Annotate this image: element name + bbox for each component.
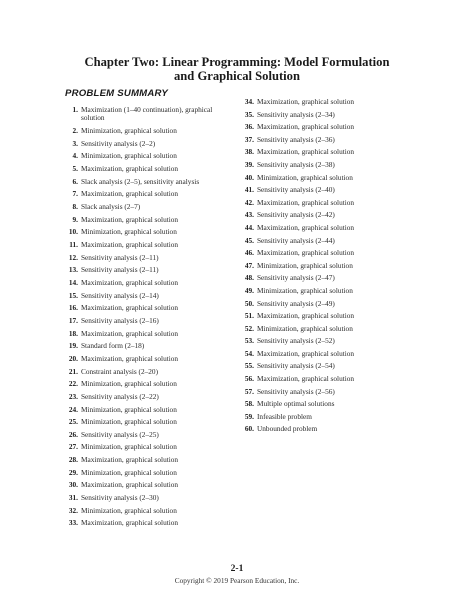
problem-description: Sensitivity analysis (2–34) [257,109,335,119]
problem-number: 55. [244,361,254,371]
section-heading: PROBLEM SUMMARY [65,88,169,99]
problem-item [240,211,420,219]
problem-item [240,161,420,169]
problem-description: Maximization, graphical solution [81,328,179,338]
problem-description: Minimization, graphical solution [81,227,177,237]
problem-number: 30. [68,480,78,490]
problem-description: Sensitivity analysis (2–22) [81,391,159,401]
problem-item [64,418,236,426]
problem-item [64,494,236,502]
problem-description: Maximization, graphical solution [257,311,355,321]
problem-description: Sensitivity analysis (2–54) [257,361,335,371]
problem-description: Sensitivity analysis (2–36) [257,134,335,144]
problem-item [240,287,420,295]
problem-description: Maximization, graphical solution [81,480,179,490]
problem-number: 18. [68,328,78,338]
problem-description: Maximization, graphical solution [81,214,179,224]
problem-number: 57. [244,386,254,396]
problem-number: 6. [72,176,78,186]
problem-item [240,111,420,119]
problem-number: 41. [244,185,254,195]
problem-description: Maximization, graphical solution [81,518,179,528]
problem-item [64,203,236,211]
problem-number: 12. [68,252,78,262]
problem-description: Sensitivity analysis (2–42) [257,210,335,220]
problem-description: Maximization (1–40 continuation), graphical solution [81,105,213,123]
problem-number: 22. [68,379,78,389]
problem-item [64,127,236,135]
problem-description: Maximization, graphical solution [257,97,355,106]
problem-description: Sensitivity analysis (2–14) [81,290,159,300]
problem-number: 14. [68,277,78,287]
problem-number: 1. [72,105,78,114]
problem-description: Maximization, graphical solution [257,147,355,157]
problem-description: Maximization, graphical solution [257,122,355,132]
problem-number: 34. [244,97,254,106]
problem-item [240,199,420,207]
problem-description: Minimization, graphical solution [81,505,177,515]
problem-number: 15. [68,290,78,300]
problem-number: 45. [244,235,254,245]
problem-item [240,400,420,408]
problem-description: Minimization, graphical solution [257,323,353,333]
problem-number: 52. [244,323,254,333]
problem-description: Minimization, graphical solution [257,285,353,295]
problem-item [64,190,236,198]
problem-item [64,266,236,274]
problem-number: 10. [68,227,78,237]
problem-description: Sensitivity analysis (2–49) [257,298,335,308]
problem-item [240,98,420,106]
problem-description: Minimization, graphical solution [81,404,177,414]
problem-item [64,330,236,338]
problem-item [64,165,236,173]
problem-description: Sensitivity analysis (2–11) [81,265,159,275]
problem-item [64,241,236,249]
problem-description: Minimization, graphical solution [81,467,177,477]
problem-number: 27. [68,442,78,452]
problem-number: 39. [244,159,254,169]
problem-item [240,312,420,320]
problem-item [240,274,420,282]
problem-item [240,262,420,270]
problem-item [64,380,236,388]
problem-item [64,456,236,464]
problem-number: 28. [68,455,78,465]
chapter-title-line-1: Chapter Two: Linear Programming: Model Formulation [84,55,390,69]
problem-number: 21. [68,366,78,376]
problem-item [240,237,420,245]
problem-item [240,249,420,257]
problem-number: 46. [244,248,254,258]
problem-number: 43. [244,210,254,220]
problem-item [64,431,236,439]
problem-description: Maximization, graphical solution [257,374,355,384]
problem-number: 13. [68,265,78,275]
problem-item [64,519,236,527]
problem-item [64,481,236,489]
problem-number: 50. [244,298,254,308]
problem-item [240,148,420,156]
problem-item [240,413,420,421]
problem-number: 9. [72,214,78,224]
chapter-title [0,55,474,83]
problem-description: Minimization, graphical solution [81,151,177,161]
problem-item [64,140,236,148]
problem-item [240,375,420,383]
problem-number: 42. [244,197,254,207]
problem-description: Sensitivity analysis (2–30) [81,493,159,503]
chapter-title-line-2: and Graphical Solution [174,69,300,83]
problem-item [240,337,420,345]
problem-number: 54. [244,348,254,358]
problem-item [64,216,236,224]
problem-item [240,174,420,182]
problem-description: Maximization, graphical solution [81,277,179,287]
problem-description: Multiple optimal solutions [257,399,335,409]
problem-item [64,406,236,414]
problem-description: Sensitivity analysis (2–11) [81,252,159,262]
problem-item [64,178,236,186]
problem-item [64,106,236,123]
problem-item [64,355,236,363]
problem-number: 44. [244,222,254,232]
problem-number: 58. [244,399,254,409]
problem-number: 17. [68,315,78,325]
problem-number: 7. [72,189,78,199]
problem-number: 3. [72,138,78,148]
problem-description: Sensitivity analysis (2–38) [257,159,335,169]
problem-number: 31. [68,493,78,503]
problem-description: Sensitivity analysis (2–47) [257,273,335,283]
problem-description: Minimization, graphical solution [257,172,353,182]
problem-number: 35. [244,109,254,119]
problem-item [240,123,420,131]
problem-number: 25. [68,417,78,427]
problem-number: 48. [244,273,254,283]
problem-description: Maximization, graphical solution [257,348,355,358]
problem-number: 19. [68,341,78,351]
problem-number: 29. [68,467,78,477]
problem-item [240,425,420,433]
problem-number: 32. [68,505,78,515]
problem-item [64,279,236,287]
problem-number: 4. [72,151,78,161]
problem-description: Constraint analysis (2–20) [81,366,159,376]
problem-description: Unbounded problem [257,424,318,434]
problem-description: Sensitivity analysis (2–25) [81,429,159,439]
problem-description: Minimization, graphical solution [81,379,177,389]
problem-description: Maximization, graphical solution [81,353,179,363]
problem-description: Infeasible problem [257,411,312,421]
problem-number: 37. [244,134,254,144]
problem-item [240,300,420,308]
problem-description: Slack analysis (2–5), sensitivity analysis [81,176,200,186]
problem-number: 59. [244,411,254,421]
problem-description: Sensitivity analysis (2–40) [257,185,335,195]
problem-description: Maximization, graphical solution [81,455,179,465]
problem-item [240,362,420,370]
problem-item [240,325,420,333]
problem-item [64,304,236,312]
problem-number: 38. [244,147,254,157]
problem-number: 49. [244,285,254,295]
problem-description: Minimization, graphical solution [81,442,177,452]
problem-item [64,317,236,325]
problem-item [240,186,420,194]
page-number: 2-1 [230,563,244,574]
problem-number: 33. [68,518,78,528]
problem-description: Minimization, graphical solution [81,126,177,136]
problem-item [240,388,420,396]
problem-description: Maximization, graphical solution [257,222,355,232]
problem-description: Minimization, graphical solution [257,260,353,270]
problem-item [64,469,236,477]
problem-item [64,152,236,160]
problem-number: 36. [244,122,254,132]
problem-number: 11. [69,239,78,249]
problem-description: Sensitivity analysis (2–52) [257,336,335,346]
problem-item [64,228,236,236]
problem-number: 2. [72,126,78,136]
problem-number: 16. [68,303,78,313]
problem-description: Slack analysis (2–7) [81,202,141,211]
problem-description: Maximization, graphical solution [81,303,179,313]
problem-number: 56. [244,374,254,384]
problem-item [240,136,420,144]
problem-list-right-column [240,98,420,438]
problem-item [64,443,236,451]
problem-description: Maximization, graphical solution [81,189,179,199]
problem-number: 20. [68,353,78,363]
problem-description: Sensitivity analysis (2–16) [81,315,159,325]
copyright-notice: Copyright © 2019 Pearson Education, Inc. [174,576,300,585]
problem-description: Maximization, graphical solution [257,248,355,258]
problem-number: 51. [244,311,254,321]
problem-number: 40. [244,172,254,182]
problem-item [64,342,236,350]
problem-description: Sensitivity analysis (2–44) [257,235,335,245]
problem-number: 8. [72,202,78,211]
problem-number: 60. [244,424,254,434]
problem-item [64,292,236,300]
problem-number: 23. [68,391,78,401]
problem-description: Standard form (2–18) [81,341,145,351]
problem-description: Sensitivity analysis (2–56) [257,386,335,396]
problem-item [64,368,236,376]
problem-number: 5. [72,164,78,174]
problem-item [64,507,236,515]
problem-description: Sensitivity analysis (2–2) [81,138,156,148]
problem-description: Maximization, graphical solution [257,197,355,207]
problem-number: 24. [68,404,78,414]
problem-description: Minimization, graphical solution [81,417,177,427]
problem-item [64,254,236,262]
problem-number: 47. [244,260,254,270]
problem-list-left-column [64,106,236,532]
problem-item [64,393,236,401]
problem-item [240,350,420,358]
problem-number: 53. [244,336,254,346]
problem-item [240,224,420,232]
problem-description: Maximization, graphical solution [81,239,179,249]
problem-description: Maximization, graphical solution [81,164,179,174]
problem-number: 26. [68,429,78,439]
